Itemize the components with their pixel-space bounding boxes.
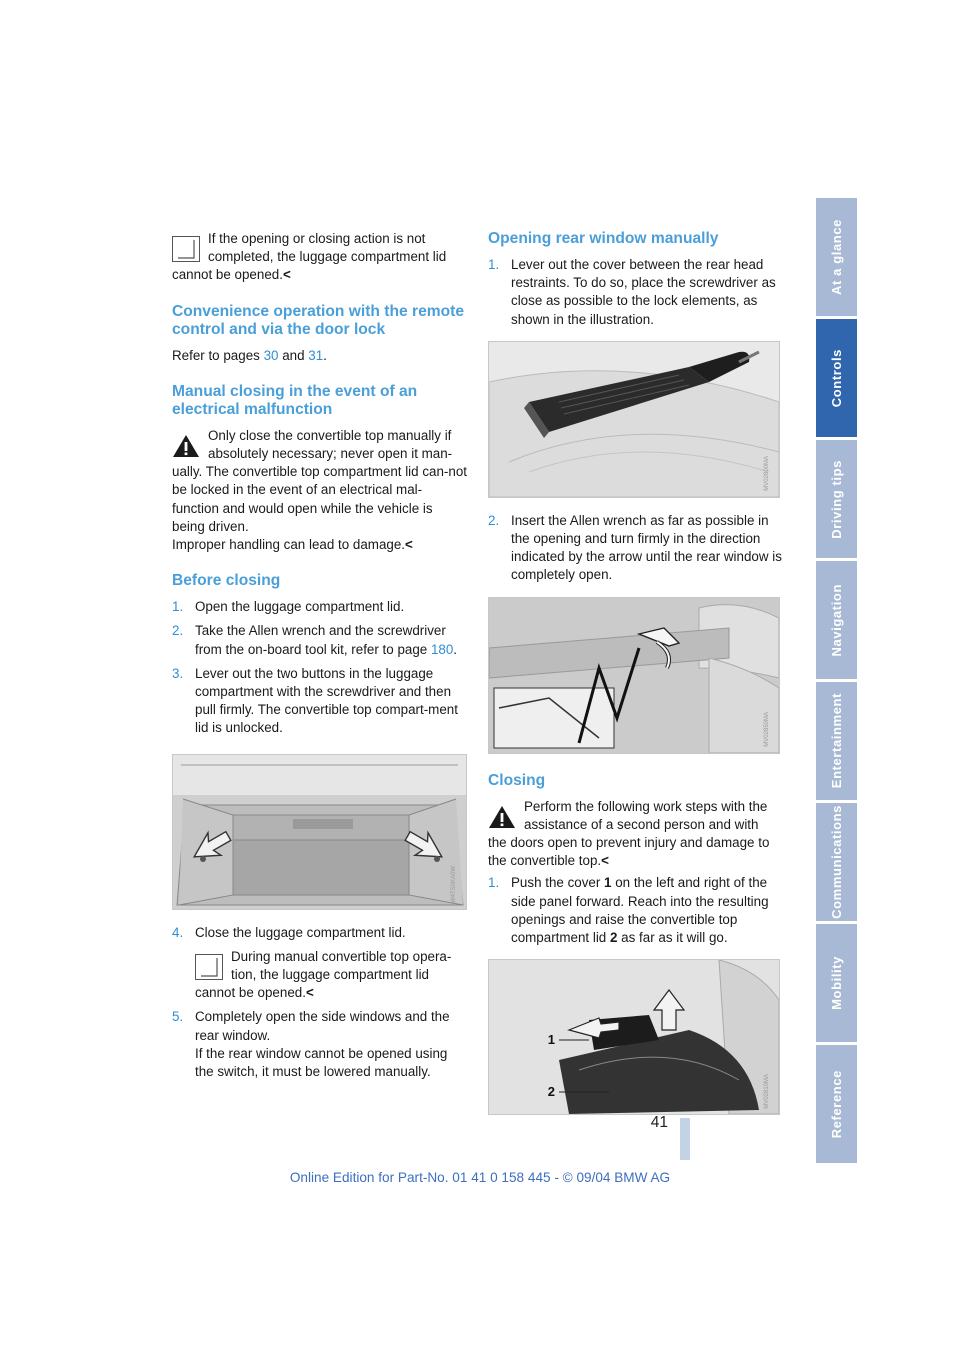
step-r1: 1. Lever out the cover between the rear head restraints. To do so, place the screwdriver as close as possible to the lock elements, as shown in the illustration.	[488, 257, 776, 327]
warning-manual: Only close the convertible top manually if absolutely necessary; never open it man- ually. The convertible top compartment lid can-not be locked in the event of an electrical mal-function and would open while the vehicle is being driven. Improper handling can lead to damage.<	[172, 427, 467, 553]
tab-navigation[interactable]: Navigation	[816, 561, 857, 679]
figure-cover-lever	[488, 341, 780, 498]
page-marker-bar	[680, 1118, 690, 1160]
step-4: 4. Close the luggage compartment lid. During manual convertible top opera-tion, the luggage compartment lid cannot be opened.<	[172, 924, 467, 1003]
page-link-30[interactable]: 30	[263, 347, 279, 363]
heading-closing: Closing	[488, 771, 546, 789]
note-icon	[172, 236, 200, 262]
heading-convenience: Convenience operation with the remote control and via the door lock	[172, 302, 464, 338]
callout-2: 2	[547, 1084, 555, 1100]
figure-code: W4TS0KA0W	[450, 865, 457, 903]
page-number: 41	[650, 1114, 668, 1131]
left-column	[172, 230, 467, 1087]
figure-code: MV02800MA	[763, 456, 770, 491]
step-5: 5. Completely open the side windows and the rear window. If the rear window cannot be opened using the switch, it must be lowered manually.	[172, 1009, 450, 1080]
warning-triangle-icon	[172, 433, 200, 459]
page-link-31[interactable]: 31	[308, 347, 324, 363]
figure-code: MV02850MA	[763, 711, 770, 747]
figure-luggage-compartment	[172, 754, 467, 910]
page-link-180[interactable]: 180	[430, 641, 454, 657]
top-compartment-illustration	[489, 960, 779, 1114]
tab-communications[interactable]: Communications	[816, 803, 857, 921]
step-r2: 2. Insert the Allen wrench as far as possible in the opening and turn firmly in the direction indicated by the arrow until the rear window is completely open.	[488, 512, 782, 583]
refer-pages: Refer to pages 30 and 31.	[172, 347, 327, 363]
allen-wrench-illustration	[489, 598, 779, 753]
tab-entertainment[interactable]: Entertainment	[816, 682, 857, 800]
end-mark: <	[282, 267, 291, 283]
tab-reference[interactable]: Reference	[816, 1045, 857, 1163]
step-1: 1. Open the luggage compartment lid.	[172, 599, 405, 615]
note-manual-opening: During manual convertible top opera-tion, the luggage compartment lid cannot be opened.<	[195, 948, 452, 1001]
heading-opening-rear-window: Opening rear window manually	[488, 230, 719, 247]
heading-manual-closing: Manual closing in the event of an electrical malfunction	[172, 382, 418, 418]
chapter-tabs	[816, 198, 857, 1166]
figure-allen-wrench	[488, 597, 780, 754]
footer-edition: Online Edition for Part-No. 01 41 0 158 445 - © 09/04 BMW AG	[289, 1170, 671, 1185]
warning-closing: Perform the following work steps with the assistance of a second person and with the doors open to prevent injury and damage to the convertible top.<	[488, 798, 770, 869]
tab-controls[interactable]: Controls	[816, 319, 857, 437]
step-c1: 1. Push the cover 1 on the left and right of the side panel forward. Reach into the resulting openings and raise the convertible top compartment lid 2 as far as it will go.	[488, 875, 769, 946]
note-luggage-lid: If the opening or closing action is not completed, the luggage compartment lid cannot be opened.<	[172, 230, 467, 285]
tab-at-a-glance[interactable]: At a glance	[816, 198, 857, 316]
callout-1: 1	[547, 1032, 555, 1048]
note-icon	[195, 954, 223, 980]
heading-before-closing: Before closing	[172, 572, 281, 590]
cover-lever-illustration	[489, 342, 779, 497]
luggage-compartment-illustration	[173, 755, 466, 909]
note-text: If the opening or closing action is not completed, the luggage compartment lid	[208, 231, 447, 265]
step-2: 2. Take the Allen wrench and the screwdriver from the on-board tool kit, refer to page 180.	[172, 623, 458, 657]
figure-top-compartment-lid	[488, 959, 780, 1115]
figure-code: MV02810MA	[763, 1073, 770, 1109]
tab-mobility[interactable]: Mobility	[816, 924, 857, 1042]
step-3: 3. Lever out the two buttons in the luggage compartment with the screwdriver and then pull firmly. The convertible top compart-ment lid is unlocked.	[172, 665, 458, 736]
right-column	[488, 230, 783, 1115]
warning-triangle-icon	[488, 804, 516, 830]
tab-driving-tips[interactable]: Driving tips	[816, 440, 857, 558]
